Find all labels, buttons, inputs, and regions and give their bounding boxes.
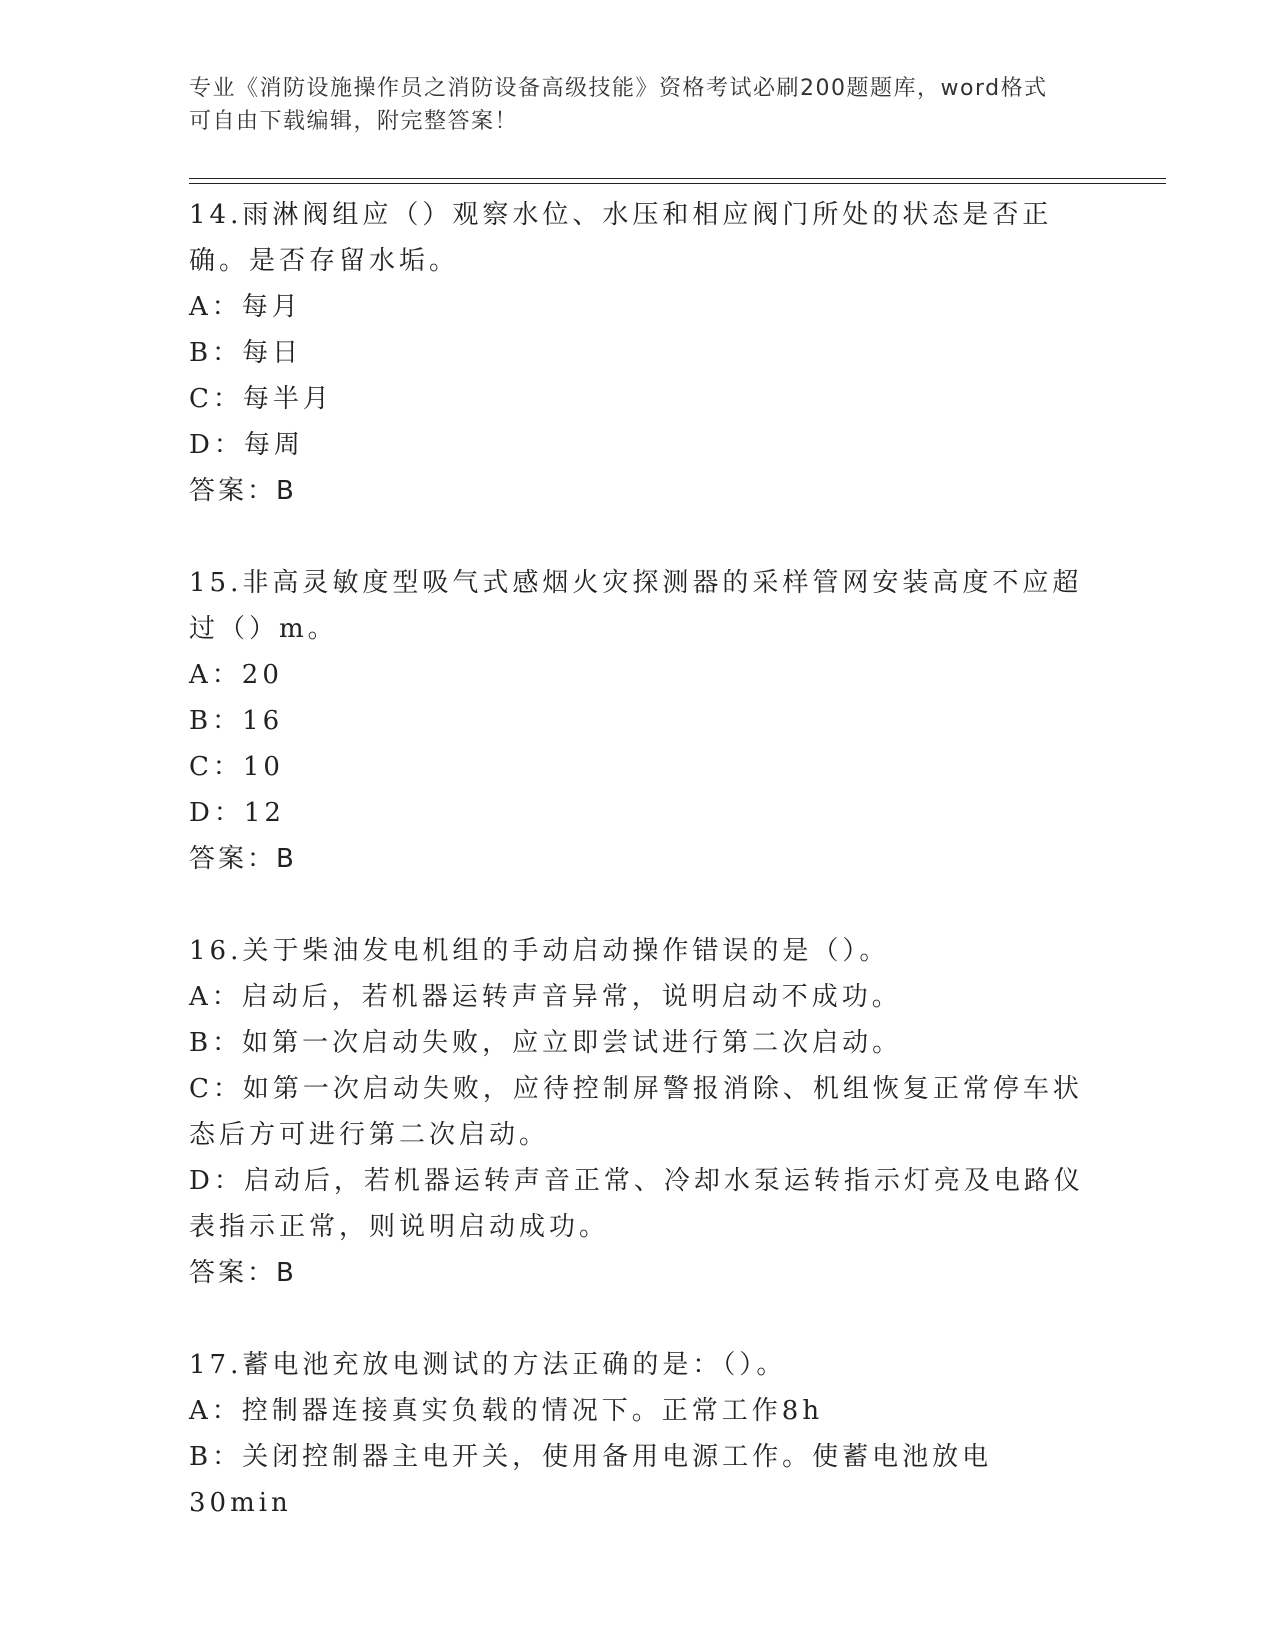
option-a: A：每月	[189, 292, 302, 322]
header-text: 专业《消防设施操作员之消防设备高级技能》资格考试必刷200题题库，word格式可自由下载编辑，附完整答案！	[189, 76, 1048, 134]
answer-value: B	[276, 476, 295, 506]
option-a: A：控制器连接真实负载的情况下。正常工作8h	[189, 1396, 824, 1426]
answer-value: B	[276, 1258, 295, 1288]
option-c: C：10	[189, 752, 284, 782]
question-17	[189, 1342, 1089, 1526]
question-15	[189, 560, 1089, 882]
option-b: B：如第一次启动失败，应立即尝试进行第二次启动。	[189, 1028, 903, 1058]
option-d: D：12	[189, 798, 285, 828]
answer-line	[189, 836, 1089, 882]
header-divider-top	[189, 178, 1166, 179]
option-a: A：启动后，若机器运转声音异常，说明启动不成功。	[189, 982, 902, 1012]
question-stem: 17.蓄电池充放电测试的方法正确的是：（）。	[189, 1350, 787, 1380]
answer-value: B	[276, 844, 295, 874]
question-stem: 14.雨淋阀组应（）观察水位、水压和相应阀门所处的状态是否正确。是否存留水垢。	[189, 200, 1053, 276]
document-header	[189, 72, 1069, 138]
answer-label: 答案：	[189, 476, 277, 506]
question-14	[189, 192, 1089, 514]
answer-label: 答案：	[189, 1258, 277, 1288]
question-16	[189, 928, 1089, 1296]
option-d: D：启动后，若机器运转声音正常、冷却水泵运转指示灯亮及电路仪表指示正常，则说明启动成功。	[189, 1166, 1084, 1242]
question-stem: 16.关于柴油发电机组的手动启动操作错误的是（）。	[189, 936, 890, 966]
answer-line	[189, 1250, 1089, 1296]
option-b: B：关闭控制器主电开关，使用备用电源工作。使蓄电池放电30min	[189, 1442, 993, 1518]
option-d: D：每周	[189, 430, 304, 460]
question-stem: 15.非高灵敏度型吸气式感烟火灾探测器的采样管网安装高度不应超过（）m。	[189, 568, 1083, 644]
answer-line	[189, 468, 1089, 514]
answer-label: 答案：	[189, 844, 277, 874]
option-b: B：16	[189, 706, 284, 736]
header-divider-bottom	[189, 183, 1166, 184]
option-b: B：每日	[189, 338, 303, 368]
question-list	[189, 192, 1089, 1572]
option-a: A：20	[189, 660, 283, 690]
option-c: C：每半月	[189, 384, 333, 414]
option-c: C：如第一次启动失败，应待控制屏警报消除、机组恢复正常停车状态后方可进行第二次启动。	[189, 1074, 1083, 1150]
